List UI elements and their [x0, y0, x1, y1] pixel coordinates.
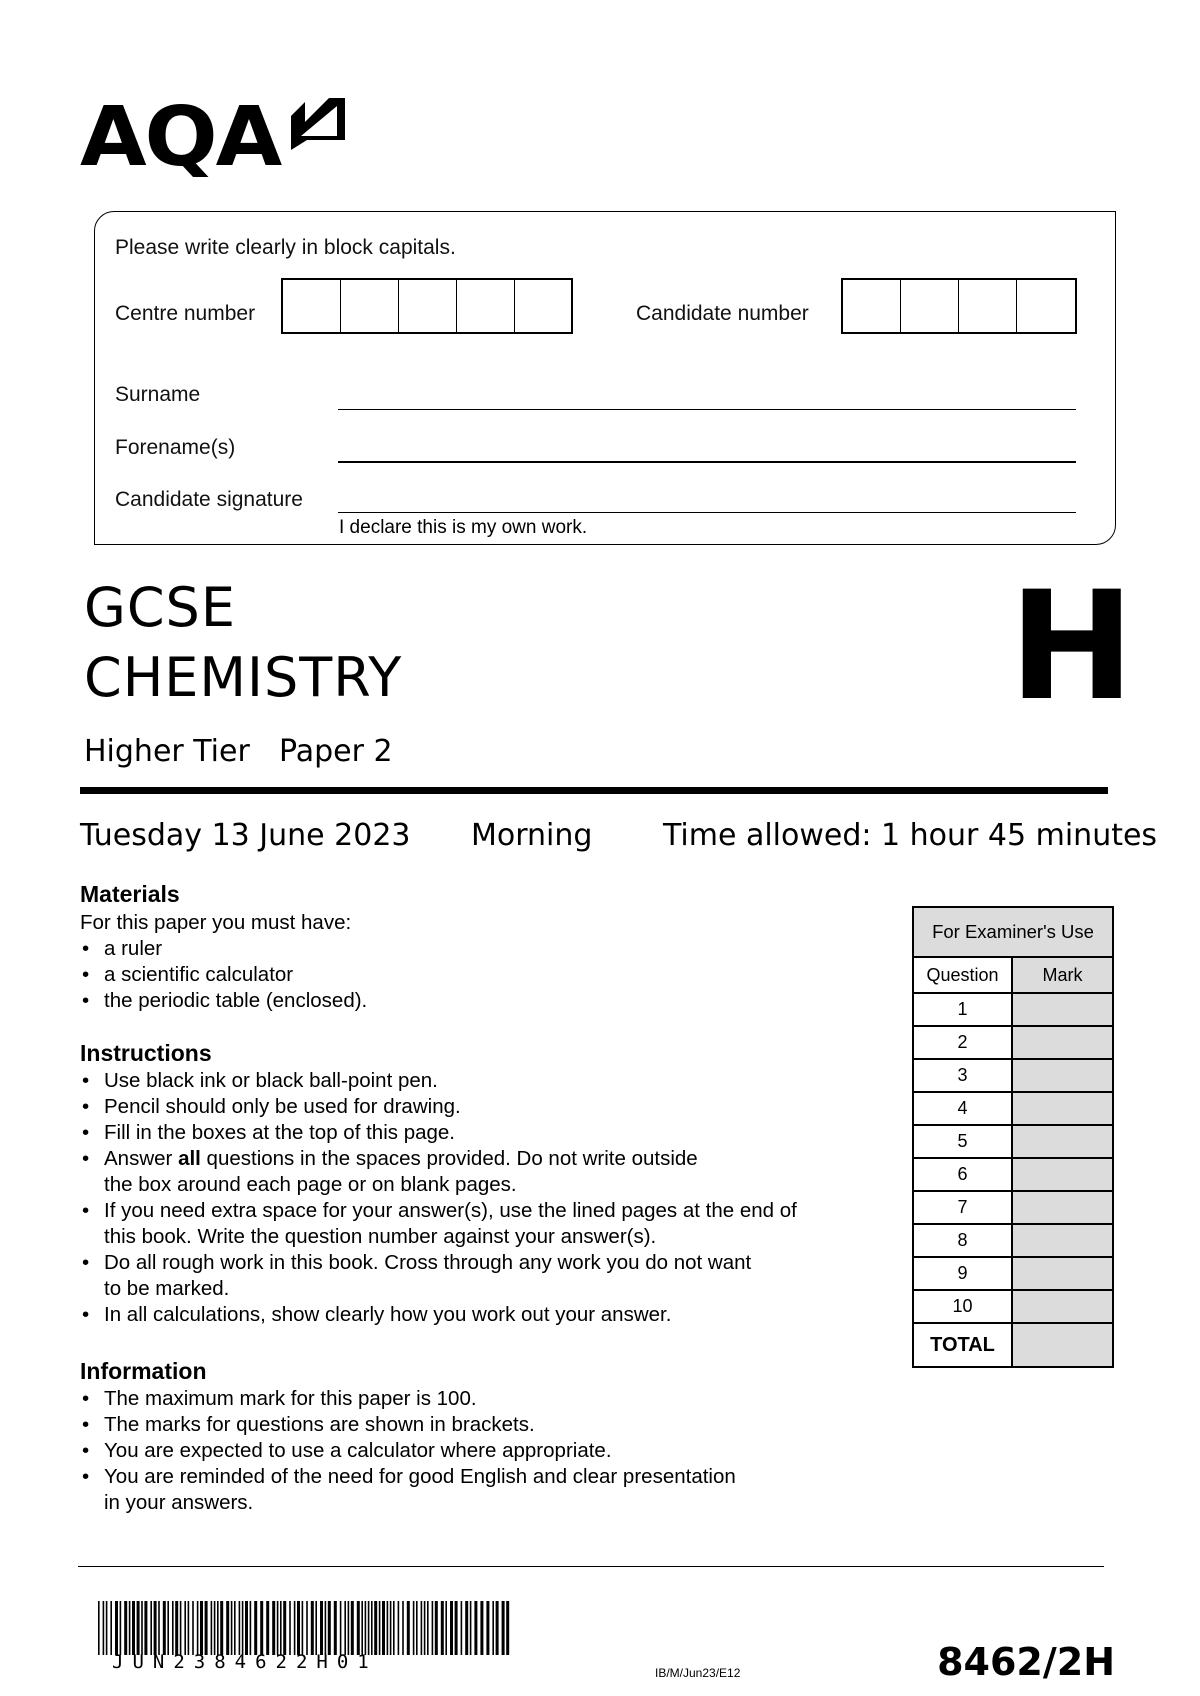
list-item: [80, 1302, 880, 1328]
table-row: [913, 993, 1113, 1026]
centre-number-box[interactable]: [283, 280, 341, 332]
barcode-bar: [250, 1601, 252, 1655]
barcode-bar: [167, 1601, 169, 1655]
barcode-bar: [220, 1601, 223, 1655]
barcode-bar: [480, 1601, 483, 1655]
logo-text: AQA: [80, 90, 281, 185]
list-item-text: If you need extra space for your answer(s), use the lined pages at the end of: [104, 1199, 797, 1222]
question-number: 5: [913, 1125, 1012, 1158]
barcode-bar: [283, 1601, 286, 1655]
barcode-bar: [344, 1601, 346, 1655]
question-number: 3: [913, 1059, 1012, 1092]
centre-number-box[interactable]: [515, 280, 571, 332]
barcode-bar: [242, 1601, 244, 1655]
list-item-text: You are reminded of the need for good English and clear presentation: [104, 1465, 736, 1488]
tier-label: Higher Tier: [84, 734, 250, 769]
barcode-bar: [294, 1601, 296, 1655]
barcode-bar: [188, 1601, 190, 1655]
aqa-logo: [80, 92, 347, 184]
list-item: [80, 1250, 880, 1302]
list-item-text: Use black ink or black ball-point pen.: [104, 1069, 438, 1092]
list-item-text: Do all rough work in this book. Cross through any work you do not want: [104, 1251, 752, 1274]
barcode-bar: [398, 1601, 400, 1655]
mark-cell[interactable]: [1012, 1257, 1113, 1290]
barcode-bar: [184, 1601, 186, 1655]
tier-letter: H: [1009, 560, 1135, 734]
total-mark-cell[interactable]: [1012, 1323, 1113, 1367]
barcode-bar: [502, 1601, 505, 1655]
barcode-bar: [320, 1601, 323, 1655]
list-item: [80, 1094, 880, 1120]
list-item: [80, 1386, 880, 1412]
table-row: [913, 1224, 1113, 1257]
barcode-bar: [387, 1601, 389, 1655]
examiners-use-title: For Examiner's Use: [913, 907, 1113, 957]
candidate-number-box[interactable]: [901, 280, 959, 332]
table-row: [913, 1059, 1113, 1092]
list-item: [80, 1068, 880, 1094]
list-item-text: The maximum mark for this paper is 100.: [104, 1387, 477, 1410]
barcode-bar: [334, 1601, 337, 1655]
block-capitals-instruction: Please write clearly in block capitals.: [115, 236, 456, 259]
barcode-bar: [217, 1601, 219, 1655]
question-number: 4: [913, 1092, 1012, 1125]
paper-code: 8462/2H: [937, 1640, 1115, 1684]
barcode-bar: [211, 1601, 213, 1655]
question-number: 7: [913, 1191, 1012, 1224]
aqa-flag-icon: [287, 92, 347, 150]
barcode-bar: [461, 1601, 463, 1655]
centre-number-box[interactable]: [457, 280, 515, 332]
candidate-number-box[interactable]: [959, 280, 1017, 332]
barcode-bar: [371, 1601, 373, 1655]
barcode-bar: [132, 1601, 135, 1655]
examiners-use-table: [912, 906, 1114, 1368]
table-row: [913, 1290, 1113, 1323]
list-item: • a ruler: [80, 936, 367, 962]
barcode-bar: [205, 1601, 208, 1655]
candidate-number-box[interactable]: [1017, 280, 1075, 332]
materials-list: [80, 936, 367, 1014]
question-number: 2: [913, 1026, 1012, 1059]
qualification-title: GCSE: [84, 576, 236, 639]
signature-line[interactable]: [338, 512, 1076, 513]
barcode-bar: [496, 1601, 499, 1655]
barcode-bar: [231, 1601, 233, 1655]
mark-cell[interactable]: [1012, 1158, 1113, 1191]
list-item: [80, 1438, 880, 1464]
mark-cell[interactable]: [1012, 1191, 1113, 1224]
barcode: [98, 1601, 510, 1655]
table-row: [913, 1092, 1113, 1125]
surname-label: Surname: [115, 383, 201, 406]
exam-date: Tuesday 13 June 2023: [80, 818, 411, 853]
barcode-bar: [311, 1601, 314, 1655]
question-column-header: Question: [913, 957, 1012, 993]
candidate-number-grid[interactable]: [841, 278, 1077, 334]
barcode-bar: [382, 1601, 385, 1655]
barcode-bar: [413, 1601, 415, 1655]
materials-heading: Materials: [80, 881, 180, 907]
barcode-bar: [427, 1601, 429, 1655]
barcode-bar: [390, 1601, 392, 1655]
centre-number-label: Centre number: [115, 302, 256, 325]
barcode-bar: [348, 1601, 350, 1655]
barcode-bar: [328, 1601, 331, 1655]
barcode-bar: [407, 1601, 410, 1655]
mark-column-header: Mark: [1012, 957, 1113, 993]
question-number: 9: [913, 1257, 1012, 1290]
table-row: [913, 1026, 1113, 1059]
barcode-bar: [141, 1601, 143, 1655]
centre-number-box[interactable]: [341, 280, 399, 332]
time-allowed: Time allowed: 1 hour 45 minutes: [663, 818, 1158, 853]
barcode-bar: [432, 1601, 434, 1655]
paper-label: Paper 2: [279, 734, 393, 769]
barcode-bar: [154, 1601, 157, 1655]
materials-intro: For this paper you must have:: [80, 911, 352, 934]
barcode-bar: [266, 1601, 269, 1655]
question-number: 10: [913, 1290, 1012, 1323]
list-item-text: Pencil should only be used for drawing.: [104, 1095, 461, 1118]
barcode-bar: [492, 1601, 494, 1655]
list-item: [80, 1464, 880, 1516]
barcode-bar: [435, 1601, 438, 1655]
mark-cell[interactable]: [1012, 1224, 1113, 1257]
instructions-list: [80, 1068, 880, 1328]
list-item-text: in your answers.: [104, 1491, 254, 1514]
instructions-heading: Instructions: [80, 1040, 212, 1066]
list-item-text: to be marked.: [104, 1277, 230, 1300]
barcode-bar: [239, 1601, 241, 1655]
question-number: 1: [913, 993, 1012, 1026]
barcode-bar: [124, 1601, 127, 1655]
barcode-bar: [192, 1601, 194, 1655]
centre-number-grid[interactable]: [281, 278, 573, 334]
paper-reference: IB/M/Jun23/E12: [655, 1666, 741, 1680]
surname-line[interactable]: [338, 409, 1076, 410]
barcode-bar: [272, 1601, 275, 1655]
barcode-bar: [98, 1601, 100, 1655]
barcode-bar: [393, 1601, 395, 1655]
barcode-bar: [325, 1601, 327, 1655]
barcode-bar: [226, 1601, 229, 1655]
exam-session: Morning: [471, 818, 593, 853]
barcode-bar: [340, 1601, 342, 1655]
list-item-text: You are expected to use a calculator where appropriate.: [104, 1439, 612, 1462]
barcode-bar: [455, 1601, 458, 1655]
barcode-bar: [445, 1601, 447, 1655]
examiner-rows: [913, 993, 1113, 1323]
list-item-text: The marks for questions are shown in brackets.: [104, 1413, 535, 1436]
barcode-text: JUN2384622H01: [112, 1651, 378, 1673]
barcode-bar: [175, 1601, 178, 1655]
barcode-bar: [120, 1601, 122, 1655]
centre-number-box[interactable]: [399, 280, 457, 332]
barcode-bar: [465, 1601, 468, 1655]
candidate-number-label: Candidate number: [636, 302, 809, 325]
barcode-bar: [441, 1601, 444, 1655]
total-label: TOTAL: [913, 1323, 1012, 1367]
information-heading: Information: [80, 1358, 207, 1384]
table-row: [913, 1257, 1113, 1290]
candidate-number-box[interactable]: [843, 280, 901, 332]
declaration-text: I declare this is my own work.: [339, 517, 588, 538]
barcode-bar: [450, 1601, 453, 1655]
list-item-text: Fill in the boxes at the top of this page.: [104, 1121, 455, 1144]
footer-divider: [78, 1566, 1104, 1567]
barcode-bar: [365, 1601, 367, 1655]
list-item: • the periodic table (enclosed).: [80, 988, 367, 1014]
barcode-bar: [486, 1601, 489, 1655]
barcode-bar: [416, 1601, 418, 1655]
barcode-bar: [351, 1601, 354, 1655]
barcode-bar: [260, 1601, 263, 1655]
barcode-bar: [297, 1601, 300, 1655]
mark-cell[interactable]: [1012, 1092, 1113, 1125]
list-item-text: questions in the spaces provided. Do not write outside: [200, 1147, 698, 1170]
barcode-bar: [103, 1601, 105, 1655]
forenames-line[interactable]: [338, 461, 1076, 463]
mark-cell[interactable]: [1012, 993, 1113, 1026]
barcode-bar: [163, 1601, 166, 1655]
list-item: • a scientific calculator: [80, 962, 367, 988]
list-item-text: In all calculations, show clearly how you work out your answer.: [104, 1303, 672, 1326]
barcode-bar: [424, 1601, 426, 1655]
table-row: [913, 1191, 1113, 1224]
question-number: 8: [913, 1224, 1012, 1257]
emphasis-text: all: [178, 1147, 201, 1170]
list-item: [80, 1412, 880, 1438]
barcode-bar: [470, 1601, 472, 1655]
barcode-bar: [197, 1601, 199, 1655]
barcode-bar: [254, 1601, 257, 1655]
barcode-bar: [200, 1601, 203, 1655]
subject-title: CHEMISTRY: [84, 646, 403, 709]
forenames-label: Forename(s): [115, 436, 236, 459]
mark-cell[interactable]: [1012, 1290, 1113, 1323]
barcode-bar: [144, 1601, 147, 1655]
list-item: [80, 1198, 880, 1250]
barcode-bar: [158, 1601, 160, 1655]
mark-cell[interactable]: [1012, 1125, 1113, 1158]
barcode-bar: [180, 1601, 182, 1655]
barcode-bar: [302, 1601, 304, 1655]
barcode-bar: [402, 1601, 404, 1655]
mark-cell[interactable]: [1012, 1059, 1113, 1092]
barcode-bar: [150, 1601, 152, 1655]
barcode-bar: [374, 1601, 377, 1655]
signature-label: Candidate signature: [115, 488, 303, 511]
mark-cell[interactable]: [1012, 1026, 1113, 1059]
table-row: [913, 1158, 1113, 1191]
list-item: [80, 1120, 880, 1146]
barcode-bar: [306, 1601, 308, 1655]
question-number: 6: [913, 1158, 1012, 1191]
barcode-bar: [289, 1601, 291, 1655]
barcode-bar: [280, 1601, 282, 1655]
barcode-bar: [234, 1601, 236, 1655]
barcode-bar: [115, 1601, 118, 1655]
barcode-bar: [129, 1601, 131, 1655]
barcode-bar: [214, 1601, 216, 1655]
information-list: [80, 1386, 880, 1516]
barcode-bar: [110, 1601, 112, 1655]
barcode-bar: [368, 1601, 370, 1655]
barcode-bar: [277, 1601, 279, 1655]
barcode-bar: [106, 1601, 108, 1655]
table-row: [913, 1125, 1113, 1158]
list-item: [80, 1146, 880, 1198]
barcode-bar: [474, 1601, 477, 1655]
list-item-text: the box around each page or on blank pages.: [104, 1173, 517, 1196]
barcode-bar: [357, 1601, 360, 1655]
list-item-text: Answer: [104, 1147, 179, 1170]
barcode-bar: [315, 1601, 317, 1655]
barcode-bar: [172, 1601, 174, 1655]
barcode-bar: [379, 1601, 381, 1655]
barcode-bar: [421, 1601, 423, 1655]
barcode-bar: [361, 1601, 363, 1655]
barcode-bar: [506, 1601, 509, 1655]
barcode-bar: [245, 1601, 248, 1655]
title-divider: [80, 787, 1108, 794]
list-item-text: this book. Write the question number against your answer(s).: [104, 1225, 657, 1248]
barcode-bar: [137, 1601, 140, 1655]
